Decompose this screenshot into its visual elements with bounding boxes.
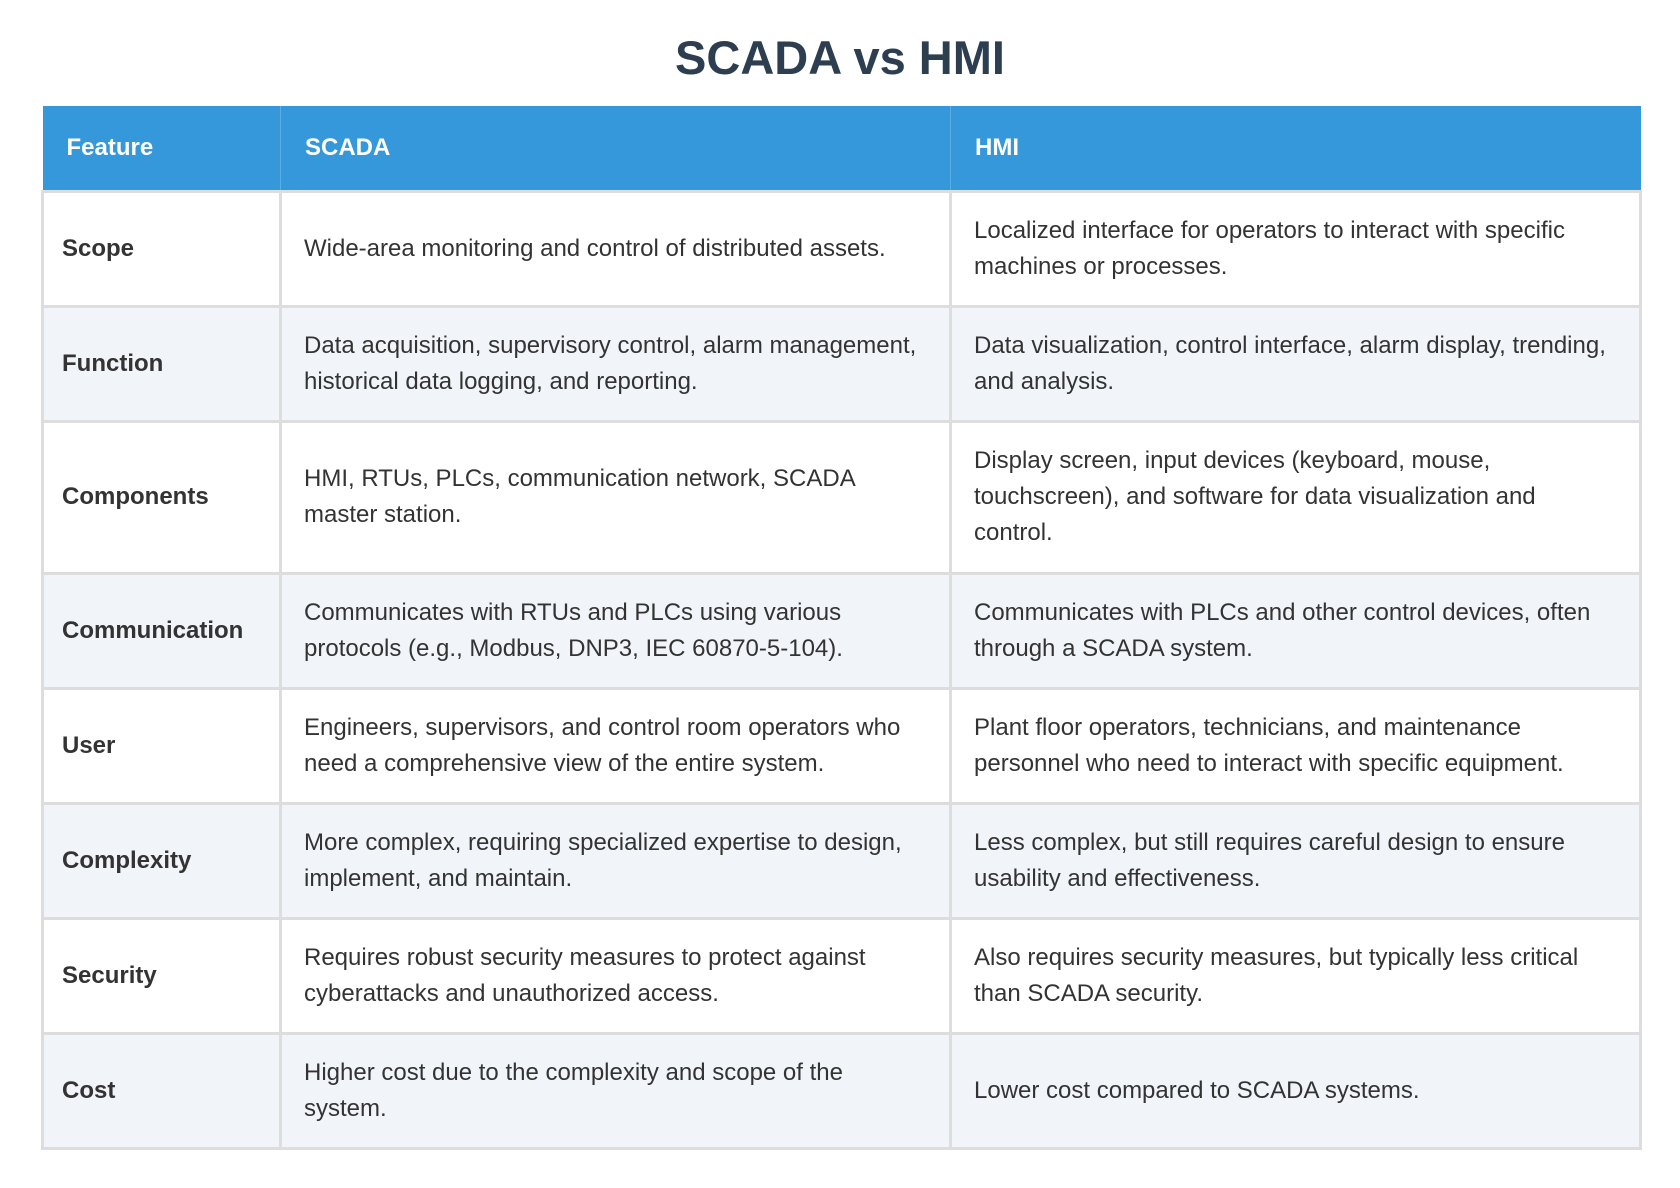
header-hmi: HMI [951,106,1641,191]
hmi-cell: Plant floor operators, technicians, and maintenance personnel who need to interact with specific equipment. [951,688,1641,803]
hmi-cell: Data visualization, control interface, alarm display, trending, and analysis. [951,306,1641,421]
feature-cell: User [43,688,281,803]
table-row-communication [43,573,1641,688]
feature-cell: Scope [43,191,281,306]
table-row-security [43,918,1641,1033]
hmi-cell: Also requires security measures, but typically less critical than SCADA security. [951,918,1641,1033]
hmi-cell: Communicates with PLCs and other control devices, often through a SCADA system. [951,573,1641,688]
header-row [43,106,1641,191]
scada-cell: Higher cost due to the complexity and scope of the system. [281,1033,951,1148]
table-body [43,191,1641,1148]
feature-cell: Cost [43,1033,281,1148]
scada-cell: Communicates with RTUs and PLCs using various protocols (e.g., Modbus, DNP3, IEC 60870-5-104). [281,573,951,688]
table-row-user [43,688,1641,803]
scada-cell: HMI, RTUs, PLCs, communication network, SCADA master station. [281,421,951,573]
hmi-cell: Localized interface for operators to interact with specific machines or processes. [951,191,1641,306]
hmi-cell: Less complex, but still requires careful design to ensure usability and effectiveness. [951,803,1641,918]
header-feature: Feature [43,106,281,191]
feature-cell: Function [43,306,281,421]
page-title: SCADA vs HMI [675,31,1005,84]
feature-cell: Security [43,918,281,1033]
header-scada: SCADA [281,106,951,191]
scada-cell: Wide-area monitoring and control of distributed assets. [281,191,951,306]
scada-cell: Engineers, supervisors, and control room operators who need a comprehensive view of the entire system. [281,688,951,803]
feature-cell: Communication [43,573,281,688]
comparison-table [41,106,1642,1150]
scada-cell: Requires robust security measures to protect against cyberattacks and unauthorized access. [281,918,951,1033]
table-header [43,106,1641,191]
table-row-cost [43,1033,1641,1148]
feature-cell: Complexity [43,803,281,918]
table-row-scope [43,191,1641,306]
hmi-cell: Lower cost compared to SCADA systems. [951,1033,1641,1148]
scada-cell: Data acquisition, supervisory control, alarm management, historical data logging, and reporting. [281,306,951,421]
hmi-cell: Display screen, input devices (keyboard, mouse, touchscreen), and software for data visualization and control. [951,421,1641,573]
table-row-complexity [43,803,1641,918]
table-row-components [43,421,1641,573]
feature-cell: Components [43,421,281,573]
scada-cell: More complex, requiring specialized expertise to design, implement, and maintain. [281,803,951,918]
table-row-function [43,306,1641,421]
